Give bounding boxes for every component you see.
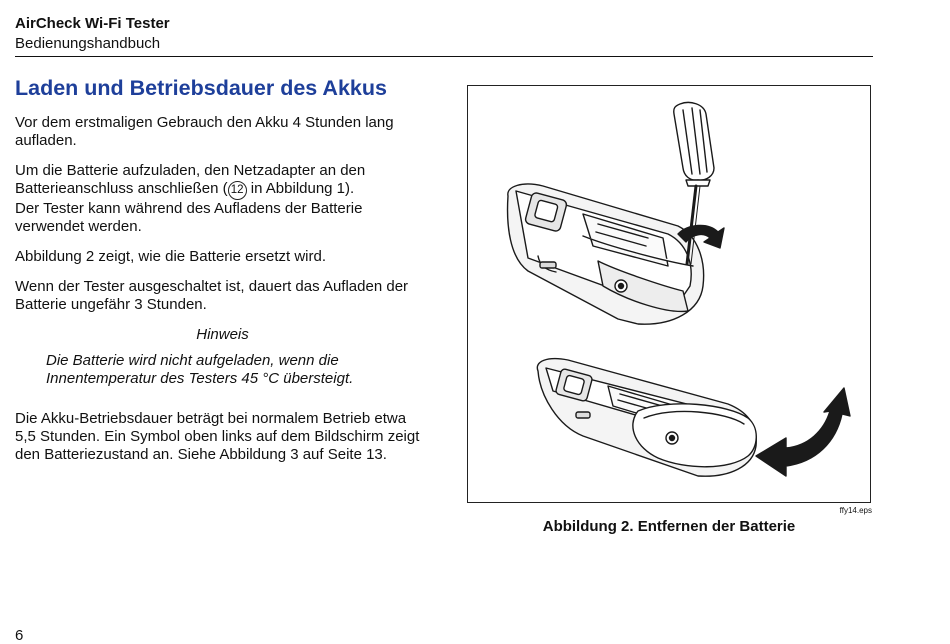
- battery-removal-illustration: [468, 86, 872, 504]
- manual-subtitle: Bedienungshandbuch: [15, 35, 161, 52]
- note-body: Die Batterie wird nicht aufgeladen, wenn die Innentemperatur des Testers 45 °C übersteigt.: [46, 352, 354, 387]
- page-number: 6: [15, 627, 24, 644]
- figure-frame: [467, 85, 871, 503]
- callout-number-icon: 12: [228, 181, 247, 200]
- tester-device-upper: [508, 184, 704, 324]
- paragraph-figure-ref: Abbildung 2 zeigt, wie die Batterie ersetzt wird.: [15, 248, 326, 265]
- removal-arrow-icon: [756, 388, 850, 476]
- charging-text-start: Um die Batterie aufzuladen, den Netzadapter an den Batterieanschluss anschließen (: [15, 162, 366, 197]
- figure-file-id: ffy14.eps: [839, 506, 872, 515]
- paragraph-charging: [15, 162, 430, 236]
- tester-device-lower: [537, 359, 756, 477]
- header-divider: [15, 56, 873, 57]
- figure-caption: Abbildung 2. Entfernen der Batterie: [542, 518, 796, 535]
- paragraph-charge-time: Wenn der Tester ausgeschaltet ist, dauert das Aufladen der Batterie ungefähr 3 Stunden.: [15, 278, 409, 313]
- charging-use-text: Der Tester kann während des Aufladens der Batterie verwendet werden.: [15, 200, 363, 235]
- running-header: [15, 14, 875, 53]
- paragraph-battery-life: Die Akku-Betriebsdauer beträgt bei normalem Betrieb etwa 5,5 Stunden. Ein Symbol oben links auf dem Bildschirm zeigt den Batteriezustand an. Siehe Abbildung 3 auf Seite 13.: [15, 410, 420, 463]
- note-heading: Hinweis: [196, 326, 249, 343]
- paragraph-first-use: Vor dem erstmaligen Gebrauch den Akku 4 Stunden lang aufladen.: [15, 114, 394, 149]
- section-title: Laden und Betriebsdauer des Akkus: [15, 76, 387, 100]
- product-title: AirCheck Wi-Fi Tester: [15, 15, 170, 32]
- text-column: [15, 74, 430, 476]
- charging-text-end: in Abbildung 1).: [246, 180, 355, 197]
